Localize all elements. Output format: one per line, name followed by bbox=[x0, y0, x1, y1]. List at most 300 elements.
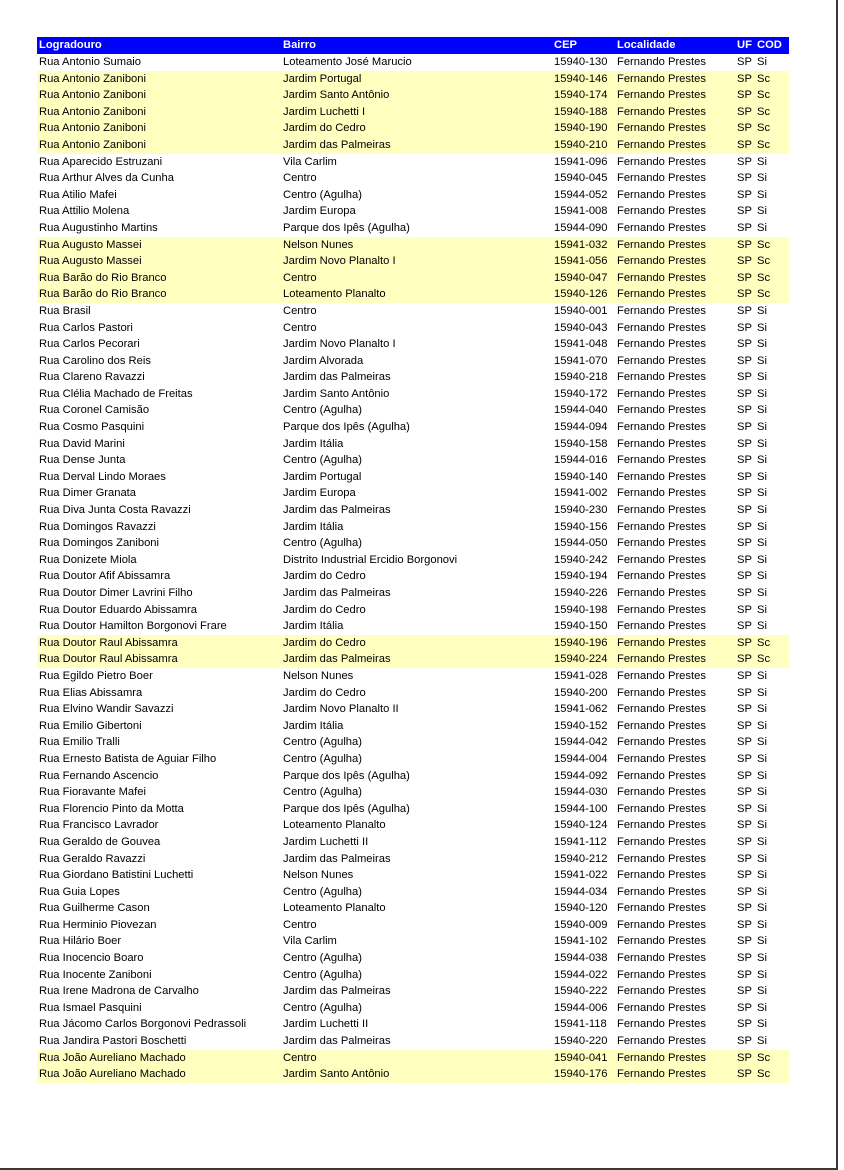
cod-cell[interactable]: Sc bbox=[755, 286, 789, 303]
cod-cell[interactable]: Si bbox=[757, 935, 767, 948]
logradouro-cell[interactable]: Rua David Marini bbox=[39, 437, 125, 450]
cod-cell[interactable]: Si bbox=[757, 321, 767, 334]
logradouro-cell[interactable]: Rua Augusto Massei bbox=[37, 237, 281, 254]
cep-cell[interactable]: 15940-152 bbox=[554, 719, 608, 732]
uf-cell[interactable]: SP bbox=[737, 852, 752, 865]
cep-cell[interactable]: 15941-032 bbox=[552, 237, 615, 254]
localidade-cell[interactable]: Fernando Prestes bbox=[617, 603, 706, 616]
localidade-cell[interactable]: Fernando Prestes bbox=[617, 769, 706, 782]
header-cod[interactable]: COD bbox=[755, 37, 789, 54]
bairro-cell[interactable]: Nelson Nunes bbox=[283, 669, 354, 682]
cod-cell[interactable]: Sc bbox=[755, 1050, 789, 1067]
uf-cell[interactable]: SP bbox=[737, 553, 752, 566]
logradouro-cell[interactable]: Rua Antonio Zaniboni bbox=[37, 120, 281, 137]
bairro-cell[interactable]: Parque dos Ipês (Agulha) bbox=[283, 421, 410, 434]
uf-cell[interactable]: SP bbox=[737, 537, 752, 550]
cod-cell[interactable]: Si bbox=[757, 487, 767, 500]
cod-cell[interactable]: Si bbox=[757, 172, 767, 185]
cod-cell[interactable]: Sc bbox=[755, 104, 789, 121]
bairro-cell[interactable]: Jardim Novo Planalto I bbox=[283, 338, 396, 351]
logradouro-cell[interactable]: Rua Inocente Zaniboni bbox=[39, 968, 152, 981]
cep-cell[interactable]: 15940-130 bbox=[554, 56, 608, 68]
localidade-cell[interactable]: Fernando Prestes bbox=[617, 570, 706, 583]
bairro-cell[interactable]: Jardim Itália bbox=[283, 520, 344, 533]
localidade-cell[interactable]: Fernando Prestes bbox=[617, 338, 706, 351]
bairro-cell[interactable]: Centro (Agulha) bbox=[283, 952, 362, 965]
bairro-cell[interactable]: Jardim Europa bbox=[283, 205, 356, 218]
cep-cell[interactable]: 15941-096 bbox=[554, 155, 608, 168]
uf-cell[interactable]: SP bbox=[735, 635, 755, 652]
bairro-cell[interactable]: Jardim das Palmeiras bbox=[281, 651, 552, 668]
uf-cell[interactable]: SP bbox=[737, 587, 752, 599]
localidade-cell[interactable]: Fernando Prestes bbox=[617, 786, 706, 799]
logradouro-cell[interactable]: Rua Giordano Batistini Luchetti bbox=[39, 869, 194, 882]
bairro-cell[interactable]: Parque dos Ipês (Agulha) bbox=[283, 221, 410, 234]
cod-cell[interactable]: Si bbox=[757, 504, 767, 517]
cep-cell[interactable]: 15944-034 bbox=[554, 885, 608, 898]
cep-cell[interactable]: 15944-050 bbox=[554, 537, 608, 550]
cep-cell[interactable]: 15940-230 bbox=[554, 504, 608, 517]
bairro-cell[interactable]: Loteamento Planalto bbox=[281, 286, 552, 303]
cep-cell[interactable]: 15940-158 bbox=[554, 437, 608, 450]
uf-cell[interactable]: SP bbox=[737, 752, 752, 765]
cod-cell[interactable]: Sc bbox=[755, 635, 789, 652]
uf-cell[interactable]: SP bbox=[737, 155, 752, 168]
logradouro-cell[interactable]: Rua Arthur Alves da Cunha bbox=[39, 172, 174, 185]
cod-cell[interactable]: Sc bbox=[755, 651, 789, 668]
localidade-cell[interactable]: Fernando Prestes bbox=[617, 918, 706, 931]
logradouro-cell[interactable]: Rua Barão do Rio Branco bbox=[37, 270, 281, 287]
logradouro-cell[interactable]: Rua Irene Madrona de Carvalho bbox=[39, 985, 199, 998]
cod-cell[interactable]: Si bbox=[757, 669, 767, 682]
logradouro-cell[interactable]: Rua Donizete Miola bbox=[39, 553, 137, 566]
cep-cell[interactable]: 15940-172 bbox=[554, 387, 608, 400]
logradouro-cell[interactable]: Rua Egildo Pietro Boer bbox=[39, 669, 153, 682]
bairro-cell[interactable]: Jardim Alvorada bbox=[283, 354, 364, 367]
cod-cell[interactable]: Si bbox=[757, 338, 767, 351]
logradouro-cell[interactable]: Rua Carlos Pastori bbox=[39, 321, 133, 334]
logradouro-cell[interactable]: Rua Geraldo de Gouvea bbox=[39, 835, 161, 848]
cod-cell[interactable]: Si bbox=[757, 437, 767, 450]
cod-cell[interactable]: Si bbox=[757, 454, 767, 467]
localidade-cell[interactable]: Fernando Prestes bbox=[617, 1035, 706, 1048]
localidade-cell[interactable]: Fernando Prestes bbox=[617, 802, 706, 815]
cod-cell[interactable]: Si bbox=[757, 553, 767, 566]
logradouro-cell[interactable]: Rua Diva Junta Costa Ravazzi bbox=[39, 504, 191, 517]
cod-cell[interactable]: Si bbox=[757, 603, 767, 616]
bairro-cell[interactable]: Jardim das Palmeiras bbox=[283, 504, 391, 517]
localidade-cell[interactable]: Fernando Prestes bbox=[615, 87, 735, 104]
uf-cell[interactable]: SP bbox=[737, 968, 752, 981]
cod-cell[interactable]: Si bbox=[757, 470, 767, 483]
localidade-cell[interactable]: Fernando Prestes bbox=[617, 885, 706, 898]
cep-cell[interactable]: 15940-222 bbox=[554, 985, 608, 998]
bairro-cell[interactable]: Jardim Santo Antônio bbox=[281, 87, 552, 104]
uf-cell[interactable]: SP bbox=[735, 71, 755, 88]
logradouro-cell[interactable]: Rua Attilio Molena bbox=[39, 205, 130, 218]
logradouro-cell[interactable]: Rua Geraldo Ravazzi bbox=[39, 852, 146, 865]
localidade-cell[interactable]: Fernando Prestes bbox=[617, 504, 706, 517]
cep-cell[interactable]: 15940-156 bbox=[554, 520, 608, 533]
logradouro-cell[interactable]: Rua Emilio Gibertoni bbox=[39, 719, 142, 732]
cod-cell[interactable]: Sc bbox=[755, 120, 789, 137]
cep-cell[interactable]: 15940-140 bbox=[554, 470, 608, 483]
uf-cell[interactable]: SP bbox=[737, 387, 752, 400]
cod-cell[interactable]: Sc bbox=[755, 71, 789, 88]
logradouro-cell[interactable]: Rua Clélia Machado de Freitas bbox=[39, 387, 193, 400]
uf-cell[interactable]: SP bbox=[737, 769, 752, 782]
logradouro-cell[interactable]: Rua Doutor Eduardo Abissamra bbox=[39, 603, 197, 616]
cep-cell[interactable]: 15941-028 bbox=[554, 669, 608, 682]
bairro-cell[interactable]: Jardim do Cedro bbox=[281, 120, 552, 137]
uf-cell[interactable]: SP bbox=[737, 504, 752, 517]
cep-cell[interactable]: 15940-200 bbox=[554, 686, 608, 699]
cep-cell[interactable]: 15940-188 bbox=[552, 104, 615, 121]
bairro-cell[interactable]: Centro (Agulha) bbox=[283, 968, 362, 981]
logradouro-cell[interactable]: Rua Cosmo Pasquini bbox=[39, 421, 145, 434]
uf-cell[interactable]: SP bbox=[735, 286, 755, 303]
cep-cell[interactable]: 15944-004 bbox=[554, 752, 608, 765]
logradouro-cell[interactable]: Rua Guia Lopes bbox=[39, 885, 120, 898]
bairro-cell[interactable]: Jardim Novo Planalto II bbox=[283, 703, 399, 716]
cep-cell[interactable]: 15940-041 bbox=[552, 1050, 615, 1067]
bairro-cell[interactable]: Distrito Industrial Ercidio Borgonovi bbox=[283, 553, 458, 566]
cep-cell[interactable]: 15944-006 bbox=[554, 1001, 608, 1014]
localidade-cell[interactable]: Fernando Prestes bbox=[617, 520, 706, 533]
bairro-cell[interactable]: Jardim Santo Antônio bbox=[283, 387, 390, 400]
cep-cell[interactable]: 15940-220 bbox=[554, 1035, 608, 1048]
localidade-cell[interactable]: Fernando Prestes bbox=[617, 669, 706, 682]
cep-cell[interactable]: 15940-212 bbox=[554, 852, 608, 865]
localidade-cell[interactable]: Fernando Prestes bbox=[617, 321, 706, 334]
logradouro-cell[interactable]: Rua Doutor Raul Abissamra bbox=[37, 635, 281, 652]
uf-cell[interactable]: SP bbox=[735, 87, 755, 104]
uf-cell[interactable]: SP bbox=[737, 869, 752, 882]
logradouro-cell[interactable]: Rua Augustinho Martins bbox=[39, 221, 158, 234]
localidade-cell[interactable]: Fernando Prestes bbox=[617, 437, 706, 450]
localidade-cell[interactable]: Fernando Prestes bbox=[617, 852, 706, 865]
logradouro-cell[interactable]: Rua Hilário Boer bbox=[39, 935, 122, 948]
cep-cell[interactable]: 15940-226 bbox=[554, 587, 608, 599]
localidade-cell[interactable]: Fernando Prestes bbox=[615, 253, 735, 270]
cod-cell[interactable]: Si bbox=[757, 1001, 767, 1014]
cod-cell[interactable]: Si bbox=[757, 1018, 767, 1031]
cep-cell[interactable]: 15940-174 bbox=[552, 87, 615, 104]
bairro-cell[interactable]: Centro bbox=[283, 304, 317, 317]
localidade-cell[interactable]: Fernando Prestes bbox=[617, 587, 706, 599]
localidade-cell[interactable]: Fernando Prestes bbox=[617, 155, 706, 168]
cod-cell[interactable]: Si bbox=[757, 1035, 767, 1048]
cep-cell[interactable]: 15940-146 bbox=[552, 71, 615, 88]
localidade-cell[interactable]: Fernando Prestes bbox=[617, 1018, 706, 1031]
localidade-cell[interactable]: Fernando Prestes bbox=[617, 869, 706, 882]
cod-cell[interactable]: Si bbox=[757, 885, 767, 898]
localidade-cell[interactable]: Fernando Prestes bbox=[617, 719, 706, 732]
cod-cell[interactable]: Si bbox=[757, 736, 767, 749]
cod-cell[interactable]: Si bbox=[757, 421, 767, 434]
bairro-cell[interactable]: Jardim Luchetti II bbox=[283, 1018, 369, 1031]
localidade-cell[interactable]: Fernando Prestes bbox=[617, 487, 706, 500]
cod-cell[interactable]: Si bbox=[757, 354, 767, 367]
bairro-cell[interactable]: Centro (Agulha) bbox=[283, 736, 362, 749]
cep-cell[interactable]: 15944-100 bbox=[554, 802, 608, 815]
uf-cell[interactable]: SP bbox=[737, 669, 752, 682]
cep-cell[interactable]: 15940-198 bbox=[554, 603, 608, 616]
localidade-cell[interactable]: Fernando Prestes bbox=[617, 620, 706, 633]
localidade-cell[interactable]: Fernando Prestes bbox=[615, 651, 735, 668]
uf-cell[interactable]: SP bbox=[735, 253, 755, 270]
localidade-cell[interactable]: Fernando Prestes bbox=[617, 221, 706, 234]
logradouro-cell[interactable]: Rua Fioravante Mafei bbox=[39, 786, 146, 799]
cep-cell[interactable]: 15940-218 bbox=[554, 371, 608, 384]
cep-cell[interactable]: 15944-040 bbox=[554, 404, 608, 417]
cep-cell[interactable]: 15941-118 bbox=[554, 1018, 607, 1031]
cod-cell[interactable]: Si bbox=[757, 56, 767, 68]
uf-cell[interactable]: SP bbox=[737, 470, 752, 483]
localidade-cell[interactable]: Fernando Prestes bbox=[617, 387, 706, 400]
cod-cell[interactable]: Si bbox=[757, 520, 767, 533]
bairro-cell[interactable]: Parque dos Ipês (Agulha) bbox=[283, 769, 410, 782]
logradouro-cell[interactable]: Rua Clareno Ravazzi bbox=[39, 371, 145, 384]
logradouro-cell[interactable]: Rua Aparecido Estruzani bbox=[39, 155, 163, 168]
bairro-cell[interactable]: Jardim Europa bbox=[283, 487, 356, 500]
logradouro-cell[interactable]: Rua Jácomo Carlos Borgonovi Pedrassoli bbox=[39, 1018, 247, 1031]
uf-cell[interactable]: SP bbox=[737, 736, 752, 749]
logradouro-cell[interactable]: Rua Dimer Granata bbox=[39, 487, 136, 500]
bairro-cell[interactable]: Centro (Agulha) bbox=[283, 1001, 362, 1014]
localidade-cell[interactable]: Fernando Prestes bbox=[615, 237, 735, 254]
cep-cell[interactable]: 15941-112 bbox=[554, 835, 607, 848]
logradouro-cell[interactable]: Rua Derval Lindo Moraes bbox=[39, 470, 166, 483]
cep-cell[interactable]: 15940-120 bbox=[554, 902, 608, 915]
cod-cell[interactable]: Sc bbox=[755, 137, 789, 154]
bairro-cell[interactable]: Jardim Luchetti I bbox=[281, 104, 552, 121]
bairro-cell[interactable]: Nelson Nunes bbox=[283, 869, 354, 882]
cod-cell[interactable]: Si bbox=[757, 786, 767, 799]
localidade-cell[interactable]: Fernando Prestes bbox=[617, 835, 706, 848]
uf-cell[interactable]: SP bbox=[735, 104, 755, 121]
localidade-cell[interactable]: Fernando Prestes bbox=[617, 968, 706, 981]
cep-cell[interactable]: 15940-150 bbox=[554, 620, 608, 633]
bairro-cell[interactable]: Jardim Portugal bbox=[283, 470, 362, 483]
cep-cell[interactable]: 15940-224 bbox=[552, 651, 615, 668]
uf-cell[interactable]: SP bbox=[737, 221, 752, 234]
uf-cell[interactable]: SP bbox=[737, 952, 752, 965]
cep-cell[interactable]: 15944-094 bbox=[554, 421, 608, 434]
cep-cell[interactable]: 15941-056 bbox=[552, 253, 615, 270]
localidade-cell[interactable]: Fernando Prestes bbox=[615, 270, 735, 287]
logradouro-cell[interactable]: Rua Barão do Rio Branco bbox=[37, 286, 281, 303]
cep-cell[interactable]: 15940-047 bbox=[552, 270, 615, 287]
bairro-cell[interactable]: Jardim Itália bbox=[283, 719, 344, 732]
uf-cell[interactable]: SP bbox=[737, 686, 752, 699]
cep-cell[interactable]: 15940-126 bbox=[552, 286, 615, 303]
uf-cell[interactable]: SP bbox=[737, 188, 752, 201]
logradouro-cell[interactable]: Rua Florencio Pinto da Motta bbox=[39, 802, 184, 815]
logradouro-cell[interactable]: Rua Doutor Hamilton Borgonovi Frare bbox=[39, 620, 227, 633]
cod-cell[interactable]: Si bbox=[757, 918, 767, 931]
uf-cell[interactable]: SP bbox=[737, 985, 752, 998]
bairro-cell[interactable]: Jardim Portugal bbox=[281, 71, 552, 88]
uf-cell[interactable]: SP bbox=[737, 1001, 752, 1014]
logradouro-cell[interactable]: Rua Domingos Zaniboni bbox=[39, 537, 160, 550]
cod-cell[interactable]: Si bbox=[757, 769, 767, 782]
uf-cell[interactable]: SP bbox=[735, 237, 755, 254]
uf-cell[interactable]: SP bbox=[737, 487, 752, 500]
logradouro-cell[interactable]: Rua Elias Abissamra bbox=[39, 686, 143, 699]
bairro-cell[interactable]: Centro (Agulha) bbox=[283, 786, 362, 799]
cod-cell[interactable]: Si bbox=[757, 902, 767, 915]
bairro-cell[interactable]: Jardim Santo Antônio bbox=[281, 1066, 552, 1083]
localidade-cell[interactable]: Fernando Prestes bbox=[617, 902, 706, 915]
uf-cell[interactable]: SP bbox=[737, 620, 752, 633]
bairro-cell[interactable]: Jardim das Palmeiras bbox=[283, 1035, 391, 1048]
cep-cell[interactable]: 15941-048 bbox=[554, 338, 608, 351]
localidade-cell[interactable]: Fernando Prestes bbox=[617, 304, 706, 317]
bairro-cell[interactable]: Nelson Nunes bbox=[281, 237, 552, 254]
header-logradouro[interactable]: Logradouro bbox=[37, 37, 281, 54]
cod-cell[interactable]: Si bbox=[757, 869, 767, 882]
cod-cell[interactable]: Si bbox=[757, 587, 767, 599]
cod-cell[interactable]: Si bbox=[757, 387, 767, 400]
cep-cell[interactable]: 15940-124 bbox=[554, 819, 608, 832]
cod-cell[interactable]: Si bbox=[757, 835, 767, 848]
uf-cell[interactable]: SP bbox=[737, 885, 752, 898]
bairro-cell[interactable]: Jardim Luchetti II bbox=[283, 835, 369, 848]
uf-cell[interactable]: SP bbox=[737, 421, 752, 434]
logradouro-cell[interactable]: Rua Coronel Camisão bbox=[39, 404, 150, 417]
bairro-cell[interactable]: Centro (Agulha) bbox=[283, 537, 362, 550]
localidade-cell[interactable]: Fernando Prestes bbox=[617, 404, 706, 417]
cod-cell[interactable]: Si bbox=[757, 968, 767, 981]
bairro-cell[interactable]: Loteamento Planalto bbox=[283, 819, 386, 832]
cod-cell[interactable]: Si bbox=[757, 404, 767, 417]
uf-cell[interactable]: SP bbox=[735, 651, 755, 668]
localidade-cell[interactable]: Fernando Prestes bbox=[617, 454, 706, 467]
uf-cell[interactable]: SP bbox=[737, 935, 752, 948]
localidade-cell[interactable]: Fernando Prestes bbox=[615, 1050, 735, 1067]
logradouro-cell[interactable]: Rua Inocencio Boaro bbox=[39, 952, 144, 965]
uf-cell[interactable]: SP bbox=[735, 137, 755, 154]
localidade-cell[interactable]: Fernando Prestes bbox=[617, 537, 706, 550]
logradouro-cell[interactable]: Rua Emilio Tralli bbox=[39, 736, 120, 749]
cep-cell[interactable]: 15944-038 bbox=[554, 952, 608, 965]
logradouro-cell[interactable]: Rua Doutor Dimer Lavrini Filho bbox=[39, 587, 193, 599]
logradouro-cell[interactable]: Rua Jandira Pastori Boschetti bbox=[39, 1035, 187, 1048]
cod-cell[interactable]: Si bbox=[757, 537, 767, 550]
localidade-cell[interactable]: Fernando Prestes bbox=[617, 371, 706, 384]
logradouro-cell[interactable]: Rua Francisco Lavrador bbox=[39, 819, 159, 832]
cep-cell[interactable]: 15941-022 bbox=[554, 869, 608, 882]
localidade-cell[interactable]: Fernando Prestes bbox=[617, 819, 706, 832]
uf-cell[interactable]: SP bbox=[737, 205, 752, 218]
cep-cell[interactable]: 15940-196 bbox=[552, 635, 615, 652]
localidade-cell[interactable]: Fernando Prestes bbox=[615, 104, 735, 121]
header-localidade[interactable]: Localidade bbox=[615, 37, 735, 54]
uf-cell[interactable]: SP bbox=[735, 1050, 755, 1067]
bairro-cell[interactable]: Centro bbox=[283, 172, 317, 185]
bairro-cell[interactable]: Jardim Itália bbox=[283, 437, 344, 450]
bairro-cell[interactable]: Centro (Agulha) bbox=[283, 188, 362, 201]
logradouro-cell[interactable]: Rua Doutor Afif Abissamra bbox=[39, 570, 171, 583]
bairro-cell[interactable]: Jardim das Palmeiras bbox=[283, 852, 391, 865]
bairro-cell[interactable]: Jardim do Cedro bbox=[283, 603, 366, 616]
localidade-cell[interactable]: Fernando Prestes bbox=[617, 470, 706, 483]
bairro-cell[interactable]: Centro bbox=[281, 270, 552, 287]
uf-cell[interactable]: SP bbox=[737, 56, 752, 68]
localidade-cell[interactable]: Fernando Prestes bbox=[617, 205, 706, 218]
localidade-cell[interactable]: Fernando Prestes bbox=[617, 952, 706, 965]
bairro-cell[interactable]: Jardim das Palmeiras bbox=[283, 587, 391, 599]
uf-cell[interactable]: SP bbox=[737, 719, 752, 732]
cep-cell[interactable]: 15941-002 bbox=[554, 487, 608, 500]
cod-cell[interactable]: Si bbox=[757, 802, 767, 815]
logradouro-cell[interactable]: Rua Brasil bbox=[39, 304, 91, 317]
logradouro-cell[interactable]: Rua Ernesto Batista de Aguiar Filho bbox=[39, 752, 217, 765]
cep-cell[interactable]: 15940-194 bbox=[554, 570, 608, 583]
bairro-cell[interactable]: Loteamento Planalto bbox=[283, 902, 386, 915]
bairro-cell[interactable]: Centro bbox=[283, 321, 317, 334]
cod-cell[interactable]: Sc bbox=[755, 237, 789, 254]
cod-cell[interactable]: Si bbox=[757, 985, 767, 998]
bairro-cell[interactable]: Jardim das Palmeiras bbox=[281, 137, 552, 154]
logradouro-cell[interactable]: Rua Fernando Ascencio bbox=[39, 769, 159, 782]
logradouro-cell[interactable]: Rua João Aureliano Machado bbox=[37, 1066, 281, 1083]
uf-cell[interactable]: SP bbox=[737, 354, 752, 367]
cod-cell[interactable]: Si bbox=[757, 686, 767, 699]
uf-cell[interactable]: SP bbox=[737, 520, 752, 533]
uf-cell[interactable]: SP bbox=[737, 786, 752, 799]
bairro-cell[interactable]: Jardim do Cedro bbox=[281, 635, 552, 652]
uf-cell[interactable]: SP bbox=[737, 437, 752, 450]
cep-cell[interactable]: 15941-008 bbox=[554, 205, 608, 218]
cep-cell[interactable]: 15944-016 bbox=[554, 454, 608, 467]
uf-cell[interactable]: SP bbox=[737, 703, 752, 716]
bairro-cell[interactable]: Parque dos Ipês (Agulha) bbox=[283, 802, 410, 815]
cep-cell[interactable]: 15940-009 bbox=[554, 918, 608, 931]
uf-cell[interactable]: SP bbox=[735, 270, 755, 287]
uf-cell[interactable]: SP bbox=[737, 802, 752, 815]
bairro-cell[interactable]: Jardim das Palmeiras bbox=[283, 985, 391, 998]
localidade-cell[interactable]: Fernando Prestes bbox=[615, 635, 735, 652]
uf-cell[interactable]: SP bbox=[737, 454, 752, 467]
localidade-cell[interactable]: Fernando Prestes bbox=[617, 686, 706, 699]
cod-cell[interactable]: Si bbox=[757, 155, 767, 168]
bairro-cell[interactable]: Jardim Itália bbox=[283, 620, 344, 633]
cep-cell[interactable]: 15940-001 bbox=[554, 304, 608, 317]
logradouro-cell[interactable]: Rua Antonio Zaniboni bbox=[37, 87, 281, 104]
uf-cell[interactable]: SP bbox=[735, 1066, 755, 1083]
localidade-cell[interactable]: Fernando Prestes bbox=[617, 553, 706, 566]
cod-cell[interactable]: Sc bbox=[755, 87, 789, 104]
localidade-cell[interactable]: Fernando Prestes bbox=[617, 935, 706, 948]
cep-cell[interactable]: 15944-030 bbox=[554, 786, 608, 799]
localidade-cell[interactable]: Fernando Prestes bbox=[617, 421, 706, 434]
cep-cell[interactable]: 15940-043 bbox=[554, 321, 608, 334]
uf-cell[interactable]: SP bbox=[737, 1035, 752, 1048]
cep-cell[interactable]: 15944-042 bbox=[554, 736, 608, 749]
logradouro-cell[interactable]: Rua Domingos Ravazzi bbox=[39, 520, 156, 533]
localidade-cell[interactable]: Fernando Prestes bbox=[615, 120, 735, 137]
cep-cell[interactable]: 15944-090 bbox=[554, 221, 608, 234]
logradouro-cell[interactable]: Rua Antonio Zaniboni bbox=[37, 137, 281, 154]
localidade-cell[interactable]: Fernando Prestes bbox=[617, 56, 706, 68]
localidade-cell[interactable]: Fernando Prestes bbox=[617, 354, 706, 367]
localidade-cell[interactable]: Fernando Prestes bbox=[617, 188, 706, 201]
bairro-cell[interactable]: Centro (Agulha) bbox=[283, 454, 362, 467]
logradouro-cell[interactable]: Rua Carlos Pecorari bbox=[39, 338, 140, 351]
logradouro-cell[interactable]: Rua João Aureliano Machado bbox=[37, 1050, 281, 1067]
